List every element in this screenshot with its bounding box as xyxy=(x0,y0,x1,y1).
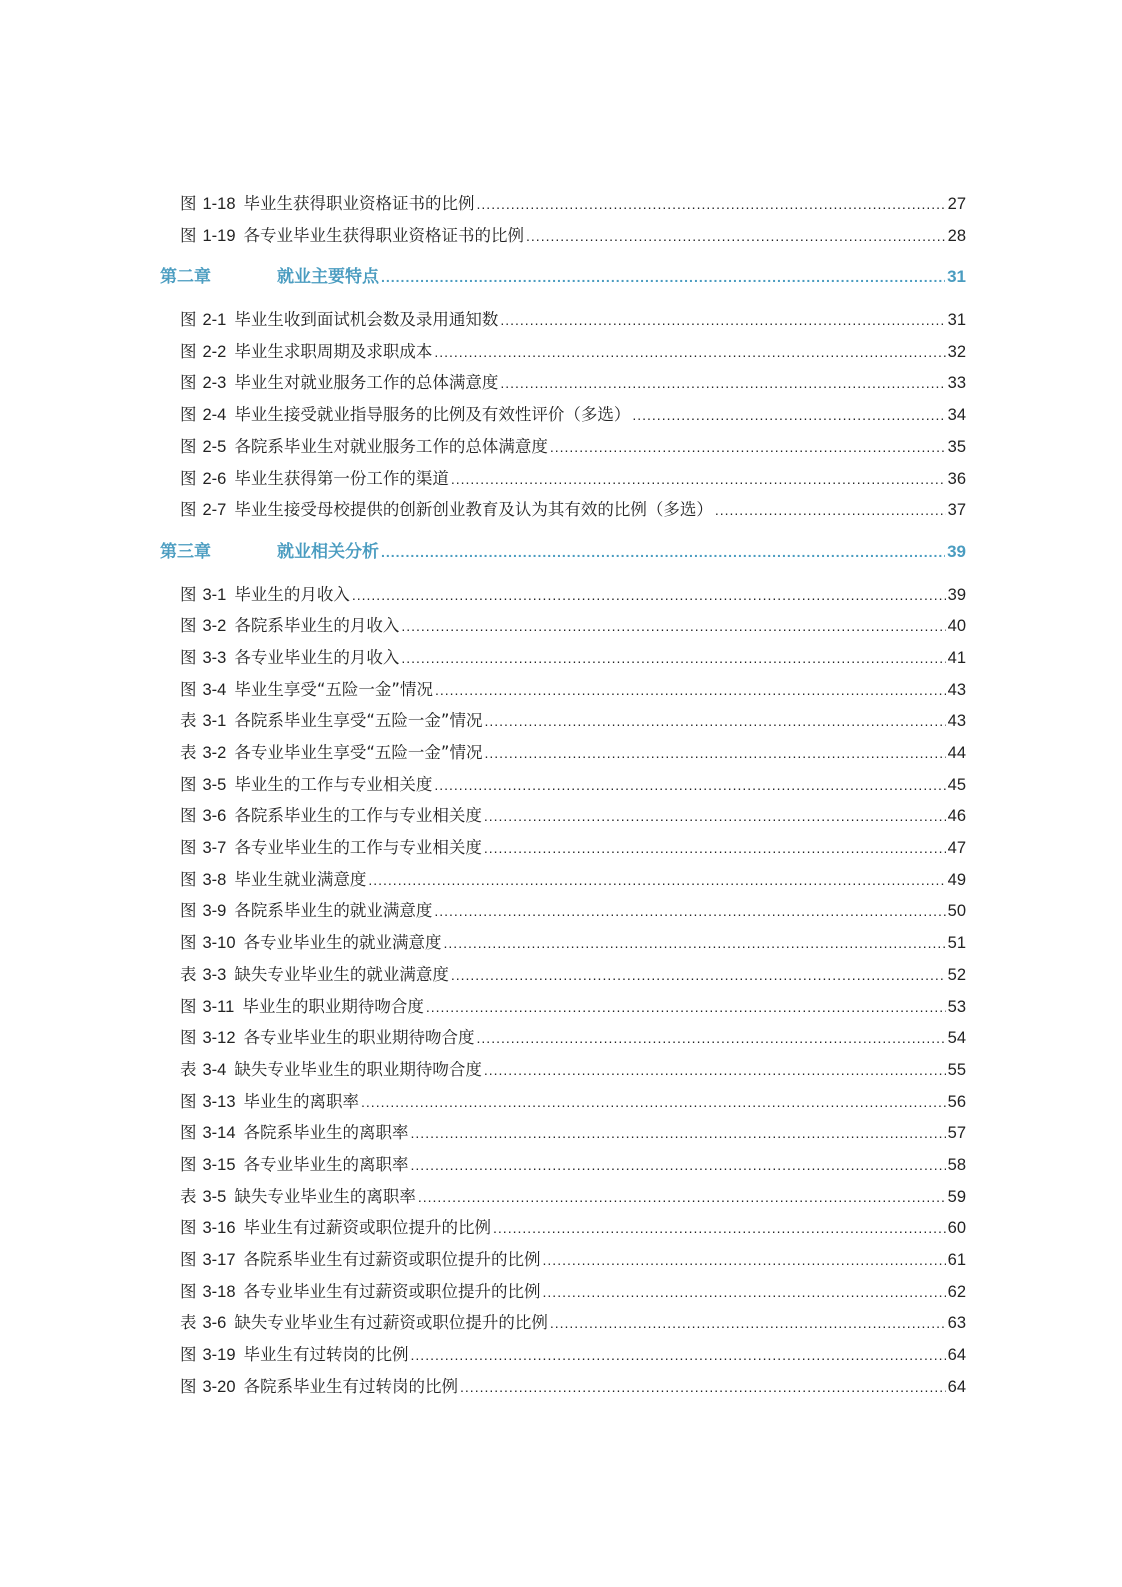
entry-title: 缺失专业毕业生的离职率 xyxy=(234,1186,416,1206)
entry-type-label: 图 xyxy=(180,901,197,921)
dot-leader xyxy=(451,960,946,992)
page-number: 41 xyxy=(947,648,966,667)
entry-number: 3-6 xyxy=(202,1314,227,1333)
page-number: 39 xyxy=(947,541,966,561)
dot-leader xyxy=(411,1118,946,1150)
page-number: 28 xyxy=(947,226,966,245)
entry-title: 各专业毕业生的职业期待吻合度 xyxy=(243,1028,475,1048)
toc-entry[interactable] xyxy=(0,832,966,864)
entry-number: 2-6 xyxy=(202,469,227,488)
entry-type-label: 图 xyxy=(180,679,197,699)
page-number: 58 xyxy=(947,1155,966,1174)
toc-chapter-heading[interactable] xyxy=(0,536,966,568)
toc-entry[interactable] xyxy=(0,336,966,368)
entry-number: 3-1 xyxy=(202,712,227,731)
entry-type-label: 图 xyxy=(180,1345,197,1365)
entry-number: 2-5 xyxy=(202,437,227,456)
entry-type-label: 图 xyxy=(180,405,197,425)
page-number: 63 xyxy=(947,1314,966,1333)
entry-number: 3-1 xyxy=(202,585,227,604)
entry-number: 1-18 xyxy=(202,195,236,213)
dot-leader xyxy=(484,801,946,833)
page-number: 43 xyxy=(947,712,966,731)
page-number: 60 xyxy=(947,1219,966,1238)
entry-title: 各院系毕业生有过薪资或职位提升的比例 xyxy=(243,1250,541,1269)
entry-type-label: 图 xyxy=(180,1123,197,1143)
entry-title: 毕业生求职周期及求职成本 xyxy=(234,341,433,361)
toc-entry[interactable] xyxy=(0,800,966,832)
entry-type-label: 图 xyxy=(180,1154,197,1174)
dot-leader xyxy=(352,580,946,612)
page-number: 56 xyxy=(947,1092,966,1111)
entry-title: 毕业生有过转岗的比例 xyxy=(243,1345,409,1365)
entry-type-label: 图 xyxy=(180,341,197,361)
entry-title: 毕业生就业满意度 xyxy=(234,869,367,889)
entry-number: 3-20 xyxy=(202,1377,236,1396)
entry-title: 毕业生的月收入 xyxy=(234,584,350,604)
entry-type-label: 图 xyxy=(180,838,197,858)
dot-leader xyxy=(632,400,945,432)
entry-title: 各院系毕业生对就业服务工作的总体满意度 xyxy=(234,436,548,456)
entry-title: 各院系毕业生有过转岗的比例 xyxy=(243,1376,459,1396)
dot-leader xyxy=(477,1023,946,1055)
page-number: 59 xyxy=(947,1187,966,1206)
entry-title: 各专业毕业生的离职率 xyxy=(243,1154,409,1174)
entry-number: 3-15 xyxy=(202,1155,236,1174)
toc-entry[interactable] xyxy=(0,674,966,706)
dot-leader xyxy=(434,337,945,369)
dot-leader xyxy=(550,1308,946,1340)
dot-leader xyxy=(401,643,945,675)
entry-type-label: 图 xyxy=(180,584,197,604)
page-number: 44 xyxy=(947,744,966,762)
dot-leader xyxy=(543,1277,946,1309)
entry-title: 缺失专业毕业生有过薪资或职位提升的比例 xyxy=(234,1313,548,1333)
toc-entry[interactable] xyxy=(0,431,966,463)
dot-leader xyxy=(381,262,945,294)
toc-entry[interactable] xyxy=(0,304,966,336)
entry-type-label: 图 xyxy=(180,774,197,794)
entry-number: 2-4 xyxy=(202,406,227,425)
entry-type-label: 图 xyxy=(180,436,197,456)
entry-title: 毕业生获得第一份工作的渠道 xyxy=(234,468,449,488)
toc-entry[interactable] xyxy=(0,494,966,526)
entry-title: 各专业毕业生的月收入 xyxy=(234,647,400,667)
entry-type-label: 图 xyxy=(180,1281,197,1301)
page-number: 52 xyxy=(947,965,966,984)
entry-title: 毕业生的职业期待吻合度 xyxy=(242,996,424,1016)
page-number: 51 xyxy=(947,934,966,953)
toc-entry[interactable] xyxy=(0,1117,966,1149)
toc-entry[interactable] xyxy=(0,1307,966,1339)
entry-number: 3-19 xyxy=(202,1346,236,1365)
entry-title: 缺失专业毕业生的职业期待吻合度 xyxy=(234,1059,482,1079)
entry-type-label: 图 xyxy=(180,933,197,953)
dot-leader xyxy=(434,770,945,802)
entry-type-label: 图 xyxy=(180,616,197,636)
entry-type-label: 表 xyxy=(180,1186,197,1206)
entry-number: 2-1 xyxy=(202,311,227,330)
page-number: 62 xyxy=(947,1282,966,1301)
toc-entry[interactable] xyxy=(0,705,966,737)
entry-type-label: 图 xyxy=(180,468,197,488)
page-number: 39 xyxy=(947,585,966,604)
chapter-label: 第三章 xyxy=(160,541,211,562)
page-number: 36 xyxy=(947,469,966,488)
page-number: 27 xyxy=(947,195,966,213)
entry-title: 缺失专业毕业生的就业满意度 xyxy=(234,964,449,984)
dot-leader xyxy=(451,464,946,496)
entry-type-label: 图 xyxy=(180,806,197,826)
page-number: 35 xyxy=(947,437,966,456)
toc-entry[interactable] xyxy=(0,959,966,991)
entry-type-label: 表 xyxy=(180,1313,197,1333)
entry-title: 毕业生有过薪资或职位提升的比例 xyxy=(243,1218,492,1238)
toc-entry[interactable] xyxy=(0,769,966,801)
page-number: 61 xyxy=(947,1251,966,1269)
page-number: 34 xyxy=(947,406,966,425)
entry-type-label: 图 xyxy=(180,310,197,330)
dot-leader xyxy=(444,928,946,960)
dot-leader xyxy=(426,992,946,1024)
entry-type-label: 表 xyxy=(180,1059,197,1079)
page-number: 43 xyxy=(947,680,966,699)
entry-type-label: 图 xyxy=(180,1091,197,1111)
toc-entry[interactable] xyxy=(0,864,966,896)
dot-leader xyxy=(368,865,945,897)
entry-number: 3-10 xyxy=(202,934,236,953)
entry-number: 1-19 xyxy=(202,226,236,245)
entry-number: 3-4 xyxy=(202,1060,227,1079)
dot-leader xyxy=(460,1372,946,1404)
dot-leader xyxy=(411,1340,946,1372)
entry-number: 3-18 xyxy=(202,1282,236,1301)
toc-entry[interactable] xyxy=(0,737,966,769)
entry-number: 3-17 xyxy=(202,1251,236,1269)
entry-title: 毕业生享受“五险一金”情况 xyxy=(234,679,433,699)
dot-leader xyxy=(500,368,945,400)
entry-number: 2-7 xyxy=(202,501,227,520)
dot-leader xyxy=(411,1150,946,1182)
chapter-label: 第二章 xyxy=(160,267,211,288)
page-number: 31 xyxy=(947,267,966,287)
entry-number: 3-4 xyxy=(202,680,227,699)
page-number: 37 xyxy=(947,501,966,520)
chapter-title: 就业相关分析 xyxy=(277,541,379,562)
page-number: 57 xyxy=(947,1124,966,1143)
entry-number: 3-2 xyxy=(202,744,227,762)
page-number: 50 xyxy=(947,902,966,921)
entry-title: 各院系毕业生的月收入 xyxy=(234,616,400,636)
toc-entry[interactable] xyxy=(0,1149,966,1181)
entry-type-label: 图 xyxy=(180,500,197,520)
page-number: 53 xyxy=(947,997,966,1016)
toc-entry[interactable] xyxy=(0,927,966,959)
entry-number: 3-16 xyxy=(202,1219,236,1238)
dot-leader xyxy=(361,1087,946,1119)
page-number: 31 xyxy=(947,311,966,330)
entry-number: 3-3 xyxy=(202,648,227,667)
entry-title: 各专业毕业生获得职业资格证书的比例 xyxy=(243,225,525,245)
entry-type-label: 图 xyxy=(180,647,197,667)
entry-type-label: 图 xyxy=(180,1028,197,1048)
dot-leader xyxy=(493,1213,946,1245)
entry-title: 各院系毕业生的离职率 xyxy=(243,1123,409,1143)
entry-number: 3-2 xyxy=(202,617,227,636)
toc-chapter-heading[interactable] xyxy=(0,261,966,293)
toc-entry[interactable] xyxy=(0,991,966,1023)
toc-entry[interactable] xyxy=(0,1371,966,1403)
dot-leader xyxy=(381,537,945,569)
entry-title: 毕业生接受就业指导服务的比例及有效性评价（多选） xyxy=(234,405,631,425)
entry-number: 3-6 xyxy=(202,807,227,826)
entry-number: 3-5 xyxy=(202,775,227,794)
entry-type-label: 图 xyxy=(180,373,197,393)
page-number: 33 xyxy=(947,374,966,393)
entry-title: 各专业毕业生的工作与专业相关度 xyxy=(234,838,482,858)
entry-type-label: 图 xyxy=(180,869,197,889)
page-number: 32 xyxy=(947,342,966,361)
toc-entry[interactable] xyxy=(0,1339,966,1371)
toc-entry[interactable] xyxy=(0,642,966,674)
dot-leader xyxy=(434,896,945,928)
table-of-contents xyxy=(0,188,1122,1402)
dot-leader xyxy=(550,432,946,464)
dot-leader xyxy=(484,738,945,770)
entry-number: 3-5 xyxy=(202,1187,227,1206)
page-number: 45 xyxy=(947,775,966,794)
entry-number: 3-11 xyxy=(202,997,235,1016)
entry-number: 2-3 xyxy=(202,374,227,393)
entry-number: 3-13 xyxy=(202,1092,236,1111)
entry-type-label: 表 xyxy=(180,711,197,731)
toc-entry[interactable] xyxy=(0,463,966,495)
entry-type-label: 图 xyxy=(180,194,197,213)
toc-entry[interactable] xyxy=(0,1181,966,1213)
entry-number: 3-3 xyxy=(202,965,227,984)
toc-entry[interactable] xyxy=(0,220,966,252)
chapter-title: 就业主要特点 xyxy=(277,267,379,288)
entry-title: 毕业生的工作与专业相关度 xyxy=(234,774,433,794)
entry-type-label: 表 xyxy=(180,964,197,984)
toc-entry[interactable] xyxy=(0,1086,966,1118)
dot-leader xyxy=(715,495,946,527)
entry-title: 毕业生对就业服务工作的总体满意度 xyxy=(234,373,499,393)
page-number: 46 xyxy=(947,807,966,826)
page-number: 55 xyxy=(947,1060,966,1079)
entry-type-label: 图 xyxy=(180,996,197,1016)
toc-entry[interactable] xyxy=(0,188,966,220)
dot-leader xyxy=(543,1245,946,1277)
entry-title: 各院系毕业生的工作与专业相关度 xyxy=(234,806,482,826)
toc-entry[interactable] xyxy=(0,1244,966,1276)
dot-leader xyxy=(477,189,946,221)
entry-number: 3-8 xyxy=(202,870,227,889)
entry-title: 各专业毕业生享受“五险一金”情况 xyxy=(234,743,483,762)
entry-title: 毕业生的离职率 xyxy=(243,1091,360,1111)
page-number: 64 xyxy=(947,1377,966,1396)
page-number: 40 xyxy=(947,617,966,636)
dot-leader xyxy=(484,706,945,738)
toc-entry[interactable] xyxy=(0,399,966,431)
entry-type-label: 图 xyxy=(180,1218,197,1238)
dot-leader xyxy=(484,833,946,865)
page-number: 54 xyxy=(947,1029,966,1048)
dot-leader xyxy=(418,1182,946,1214)
dot-leader xyxy=(484,1055,946,1087)
entry-number: 3-14 xyxy=(202,1124,236,1143)
entry-title: 各院系毕业生享受“五险一金”情况 xyxy=(234,711,483,731)
entry-title: 各专业毕业生有过薪资或职位提升的比例 xyxy=(243,1281,541,1301)
page-number: 47 xyxy=(947,839,966,858)
entry-title: 毕业生收到面试机会数及录用通知数 xyxy=(234,310,499,330)
entry-type-label: 图 xyxy=(180,1376,197,1396)
entry-number: 3-7 xyxy=(202,839,227,858)
entry-type-label: 图 xyxy=(180,1250,197,1269)
entry-type-label: 表 xyxy=(180,743,197,762)
dot-leader xyxy=(401,611,945,643)
toc-entry[interactable] xyxy=(0,579,966,611)
toc-entry[interactable] xyxy=(0,1022,966,1054)
toc-entry[interactable] xyxy=(0,1054,966,1086)
entry-number: 2-2 xyxy=(202,342,227,361)
dot-leader xyxy=(435,675,946,707)
toc-entry[interactable] xyxy=(0,1212,966,1244)
entry-title: 各院系毕业生的就业满意度 xyxy=(234,901,433,921)
dot-leader xyxy=(526,221,946,253)
toc-entry[interactable] xyxy=(0,1276,966,1308)
entry-title: 毕业生接受母校提供的创新创业教育及认为其有效的比例（多选） xyxy=(234,500,713,520)
entry-title: 毕业生获得职业资格证书的比例 xyxy=(243,194,475,213)
entry-title: 各专业毕业生的就业满意度 xyxy=(243,933,442,953)
entry-number: 3-9 xyxy=(202,902,227,921)
dot-leader xyxy=(500,305,945,337)
entry-type-label: 图 xyxy=(180,225,197,245)
page-number: 49 xyxy=(947,870,966,889)
page-number: 64 xyxy=(947,1346,966,1365)
toc-entry[interactable] xyxy=(0,610,966,642)
entry-number: 3-12 xyxy=(202,1029,236,1048)
toc-entry[interactable] xyxy=(0,367,966,399)
toc-entry[interactable] xyxy=(0,895,966,927)
